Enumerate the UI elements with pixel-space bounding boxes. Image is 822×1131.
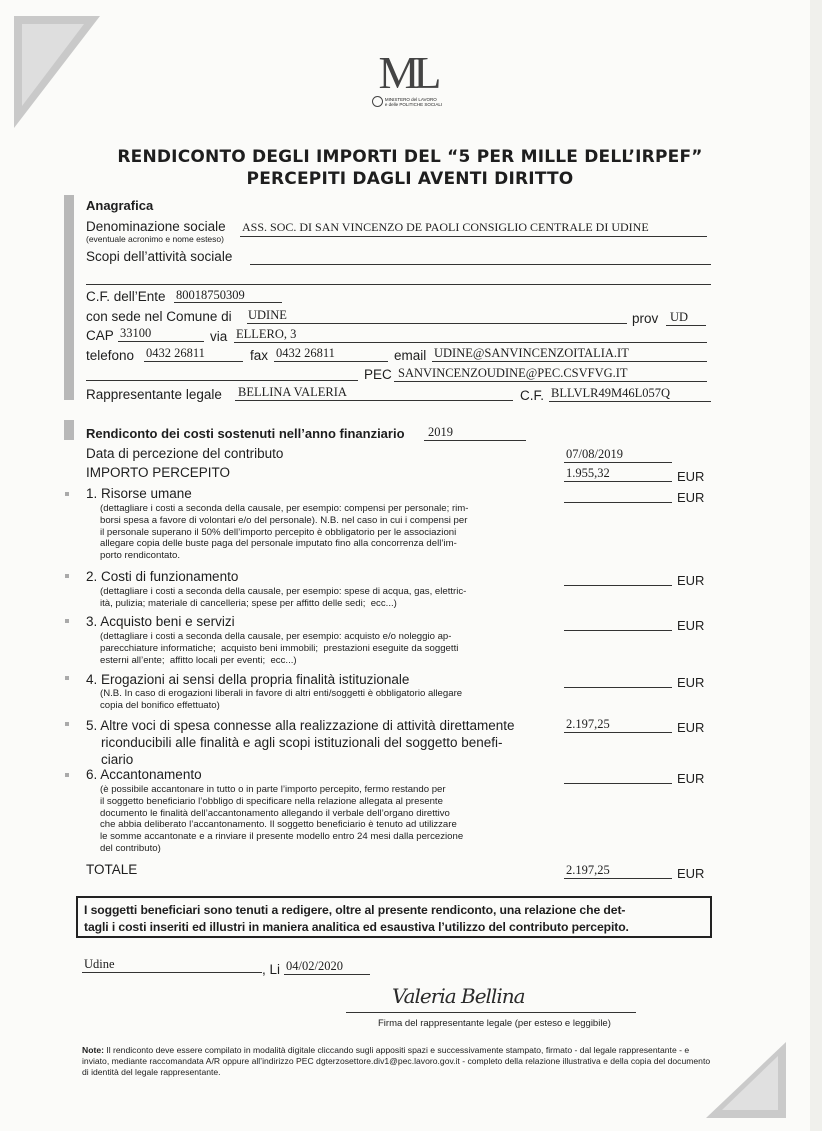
item-1-field[interactable] [564, 488, 672, 503]
item-3-title: 3. Acquisto beni e servizi [86, 614, 235, 629]
rappresentante-cf-value: BLLVLR49M46L057Q [551, 386, 670, 400]
item-5-value: 2.197,25 [566, 717, 610, 731]
scopi-field-2[interactable] [86, 270, 711, 285]
item-4-note: (N.B. In caso di erogazioni liberali in favore di altri enti/soggetti è obbligatorio allegare copia del bonifico effettuato) [100, 688, 463, 711]
pec-label: PEC [364, 367, 392, 382]
rappresentante-cf-label: C.F. [520, 388, 545, 403]
item-1-title: 1. Risorse umane [86, 486, 192, 501]
signature-field[interactable] [346, 998, 636, 1013]
prov-label: prov [632, 311, 659, 326]
comune-label: con sede nel Comune di [86, 309, 232, 324]
comune-field[interactable] [247, 309, 627, 324]
signature-handwritten: Valeria Bellina [392, 984, 525, 1008]
notice-text: I soggetti beneficiari sono tenuti a redigere, oltre al presente rendiconto, una relazione che det- tagli i costi inseriti ed illustri in maniera analitica ed esaustiva l’utilizzo del contributo percepito. [84, 903, 629, 934]
corner-decoration-top-left [14, 16, 100, 128]
section-marker-anagrafica [64, 195, 74, 400]
item-3-field[interactable] [564, 616, 672, 631]
item-bullet [65, 492, 69, 496]
prov-value: UD [670, 310, 689, 324]
denominazione-note: (eventuale acronimo e nome esteso) [86, 234, 224, 244]
totale-currency: EUR [677, 866, 705, 881]
telefono-value: 0432 26811 [146, 346, 205, 360]
item-bullet [65, 574, 69, 578]
item-1-currency: EUR [677, 490, 705, 505]
logo-mark: ML [378, 47, 436, 98]
item-5-title: 5. Altre voci di spesa connesse alla realizzazione di attività direttamente riconducibili alle finalità e agli scopi istituzionali del soggetto benefi- ciario [86, 718, 515, 767]
rappresentante-label: Rappresentante legale [86, 387, 222, 402]
item-4-field[interactable] [564, 673, 672, 688]
totale-label: TOTALE [86, 862, 138, 877]
title-line2: PERCEPITI DAGLI AVENTI DIRITTO [246, 169, 574, 189]
rappresentante-value: BELLINA VALERIA [238, 385, 347, 399]
comune-value: UDINE [248, 308, 287, 322]
item-4-title: 4. Erogazioni ai sensi della propria finalità istituzionale [86, 672, 410, 687]
footer-note [82, 1045, 714, 1077]
data-percezione-label: Data di percezione del contributo [86, 446, 284, 461]
item-bullet [65, 619, 69, 623]
place-value: Udine [84, 957, 115, 971]
logo-line1: MINISTERO del LAVORO [384, 96, 437, 102]
item-4-currency: EUR [677, 675, 705, 690]
footer-note-text: Il rendiconto deve essere compilato in modalità digitale cliccando sugli appositi spazi e successivamente stampato, firmato - dal legale rappresentante - e inviato, mediante raccomandata A/R oppure all’indirizzo PEC dgterzosettore.div1@pec.lavoro.gov.it - completo della relazione illustrativa e della copia del documento di identità del legale rappresentante. [82, 1045, 711, 1077]
cap-value: 33100 [120, 326, 152, 340]
li-label: , Li [262, 962, 281, 977]
via-label: via [210, 329, 228, 344]
item-6-field[interactable] [564, 769, 672, 784]
signature-caption: Firma del rappresentante legale (per esteso e leggibile) [378, 1018, 611, 1029]
pec-value: SANVINCENZOUDINE@PEC.CSVFVG.IT [398, 366, 628, 380]
anno-value: 2019 [428, 425, 453, 439]
ministry-logo [362, 47, 452, 107]
item-5-currency: EUR [677, 720, 705, 735]
fax-label: fax [250, 348, 269, 363]
email-value: UDINE@SANVINCENZOITALIA.IT [434, 346, 629, 360]
scopi-label: Scopi dell’attività sociale [86, 249, 233, 264]
scopi-field-1[interactable] [250, 250, 711, 265]
via-value: ELLERO, 3 [236, 327, 297, 341]
item-2-note: (dettagliare i costi a seconda della causale, per esempio: spese di acqua, gas, elettric- ità, pulizia; materiale di cancelleria; spese per affitto delle sedi; ecc...) [100, 586, 467, 609]
pec-prefix-field[interactable] [86, 366, 358, 381]
denominazione-label: Denominazione sociale [86, 219, 226, 234]
item-2-title: 2. Costi di funzionamento [86, 569, 239, 584]
telefono-label: telefono [86, 348, 135, 363]
item-2-currency: EUR [677, 573, 705, 588]
importo-label: IMPORTO PERCEPITO [86, 465, 231, 480]
data-percezione-value: 07/08/2019 [566, 447, 623, 461]
item-1-note: (dettagliare i costi a seconda della causale, per esempio: compensi per personale; rim- borsi spesa a favore di volontari e/o del personale). N.B. nel caso in cui i compensi per il personale superano il 50% dell’importo percepito è obbligatorio per le associazioni allegare copia delle buste paga del personale imputato fino alla concorrenza dell’im- porto rendicontato. [100, 503, 469, 562]
emblem-icon [372, 96, 383, 107]
item-3-note: (dettagliare i costi a seconda della causale, per esempio: acquisto e/o noleggio ap- parecchiature informatiche; acquisto beni immobili; prestazioni eseguite da soggetti esterni all’ente; affitto locali per eventi; ecc...) [100, 631, 459, 666]
item-6-note: (è possibile accantonare in tutto o in parte l’importo percepito, fermo restando per il soggetto beneficiario l’obbligo di specificare nella relazione allegata al presente documento le finalità dell’accantonamento allegando il verbale dell’organo direttivo che abbia deliberato l’accantonamento. Il soggetto beneficiario è tenuto ad utilizzare le somme accantonate e a rinviare il presente modello entro 24 mesi dalla percezione del contributo) [100, 784, 464, 854]
via-field[interactable] [234, 328, 707, 343]
denominazione-value: ASS. SOC. DI SAN VINCENZO DE PAOLI CONSIGLIO CENTRALE DI UDINE [242, 220, 649, 234]
notice-box [76, 896, 712, 938]
title-line1: RENDICONTO DEGLI IMPORTI DEL “5 PER MILLE DELL’IRPEF” [117, 147, 703, 167]
date-value: 04/02/2020 [286, 959, 343, 973]
cf-ente-value: 80018750309 [176, 288, 245, 302]
item-3-currency: EUR [677, 618, 705, 633]
item-bullet [65, 676, 69, 680]
item-6-currency: EUR [677, 771, 705, 786]
cap-label: CAP [86, 328, 114, 343]
logo-line2: e delle POLITICHE SOCIALI [384, 101, 443, 107]
section-marker-rendiconto [64, 420, 74, 440]
email-label: email [394, 348, 427, 363]
importo-currency: EUR [677, 469, 705, 484]
edge-shadow-right [810, 0, 822, 1131]
item-6-title: 6. Accantonamento [86, 767, 202, 782]
corner-decoration-bottom-right [706, 1042, 786, 1118]
fax-value: 0432 26811 [276, 346, 335, 360]
totale-value: 2.197,25 [566, 863, 610, 877]
section-heading-anagrafica: Anagrafica [86, 198, 154, 213]
item-bullet [65, 773, 69, 777]
item-2-field[interactable] [564, 571, 672, 586]
rendiconto-heading: Rendiconto dei costi sostenuti nell’anno finanziario [86, 426, 405, 441]
item-bullet [65, 722, 69, 726]
cf-ente-label: C.F. dell’Ente [86, 289, 166, 304]
importo-value: 1.955,32 [566, 466, 610, 480]
footer-note-label: Note: [82, 1045, 104, 1055]
document-title [60, 146, 760, 190]
